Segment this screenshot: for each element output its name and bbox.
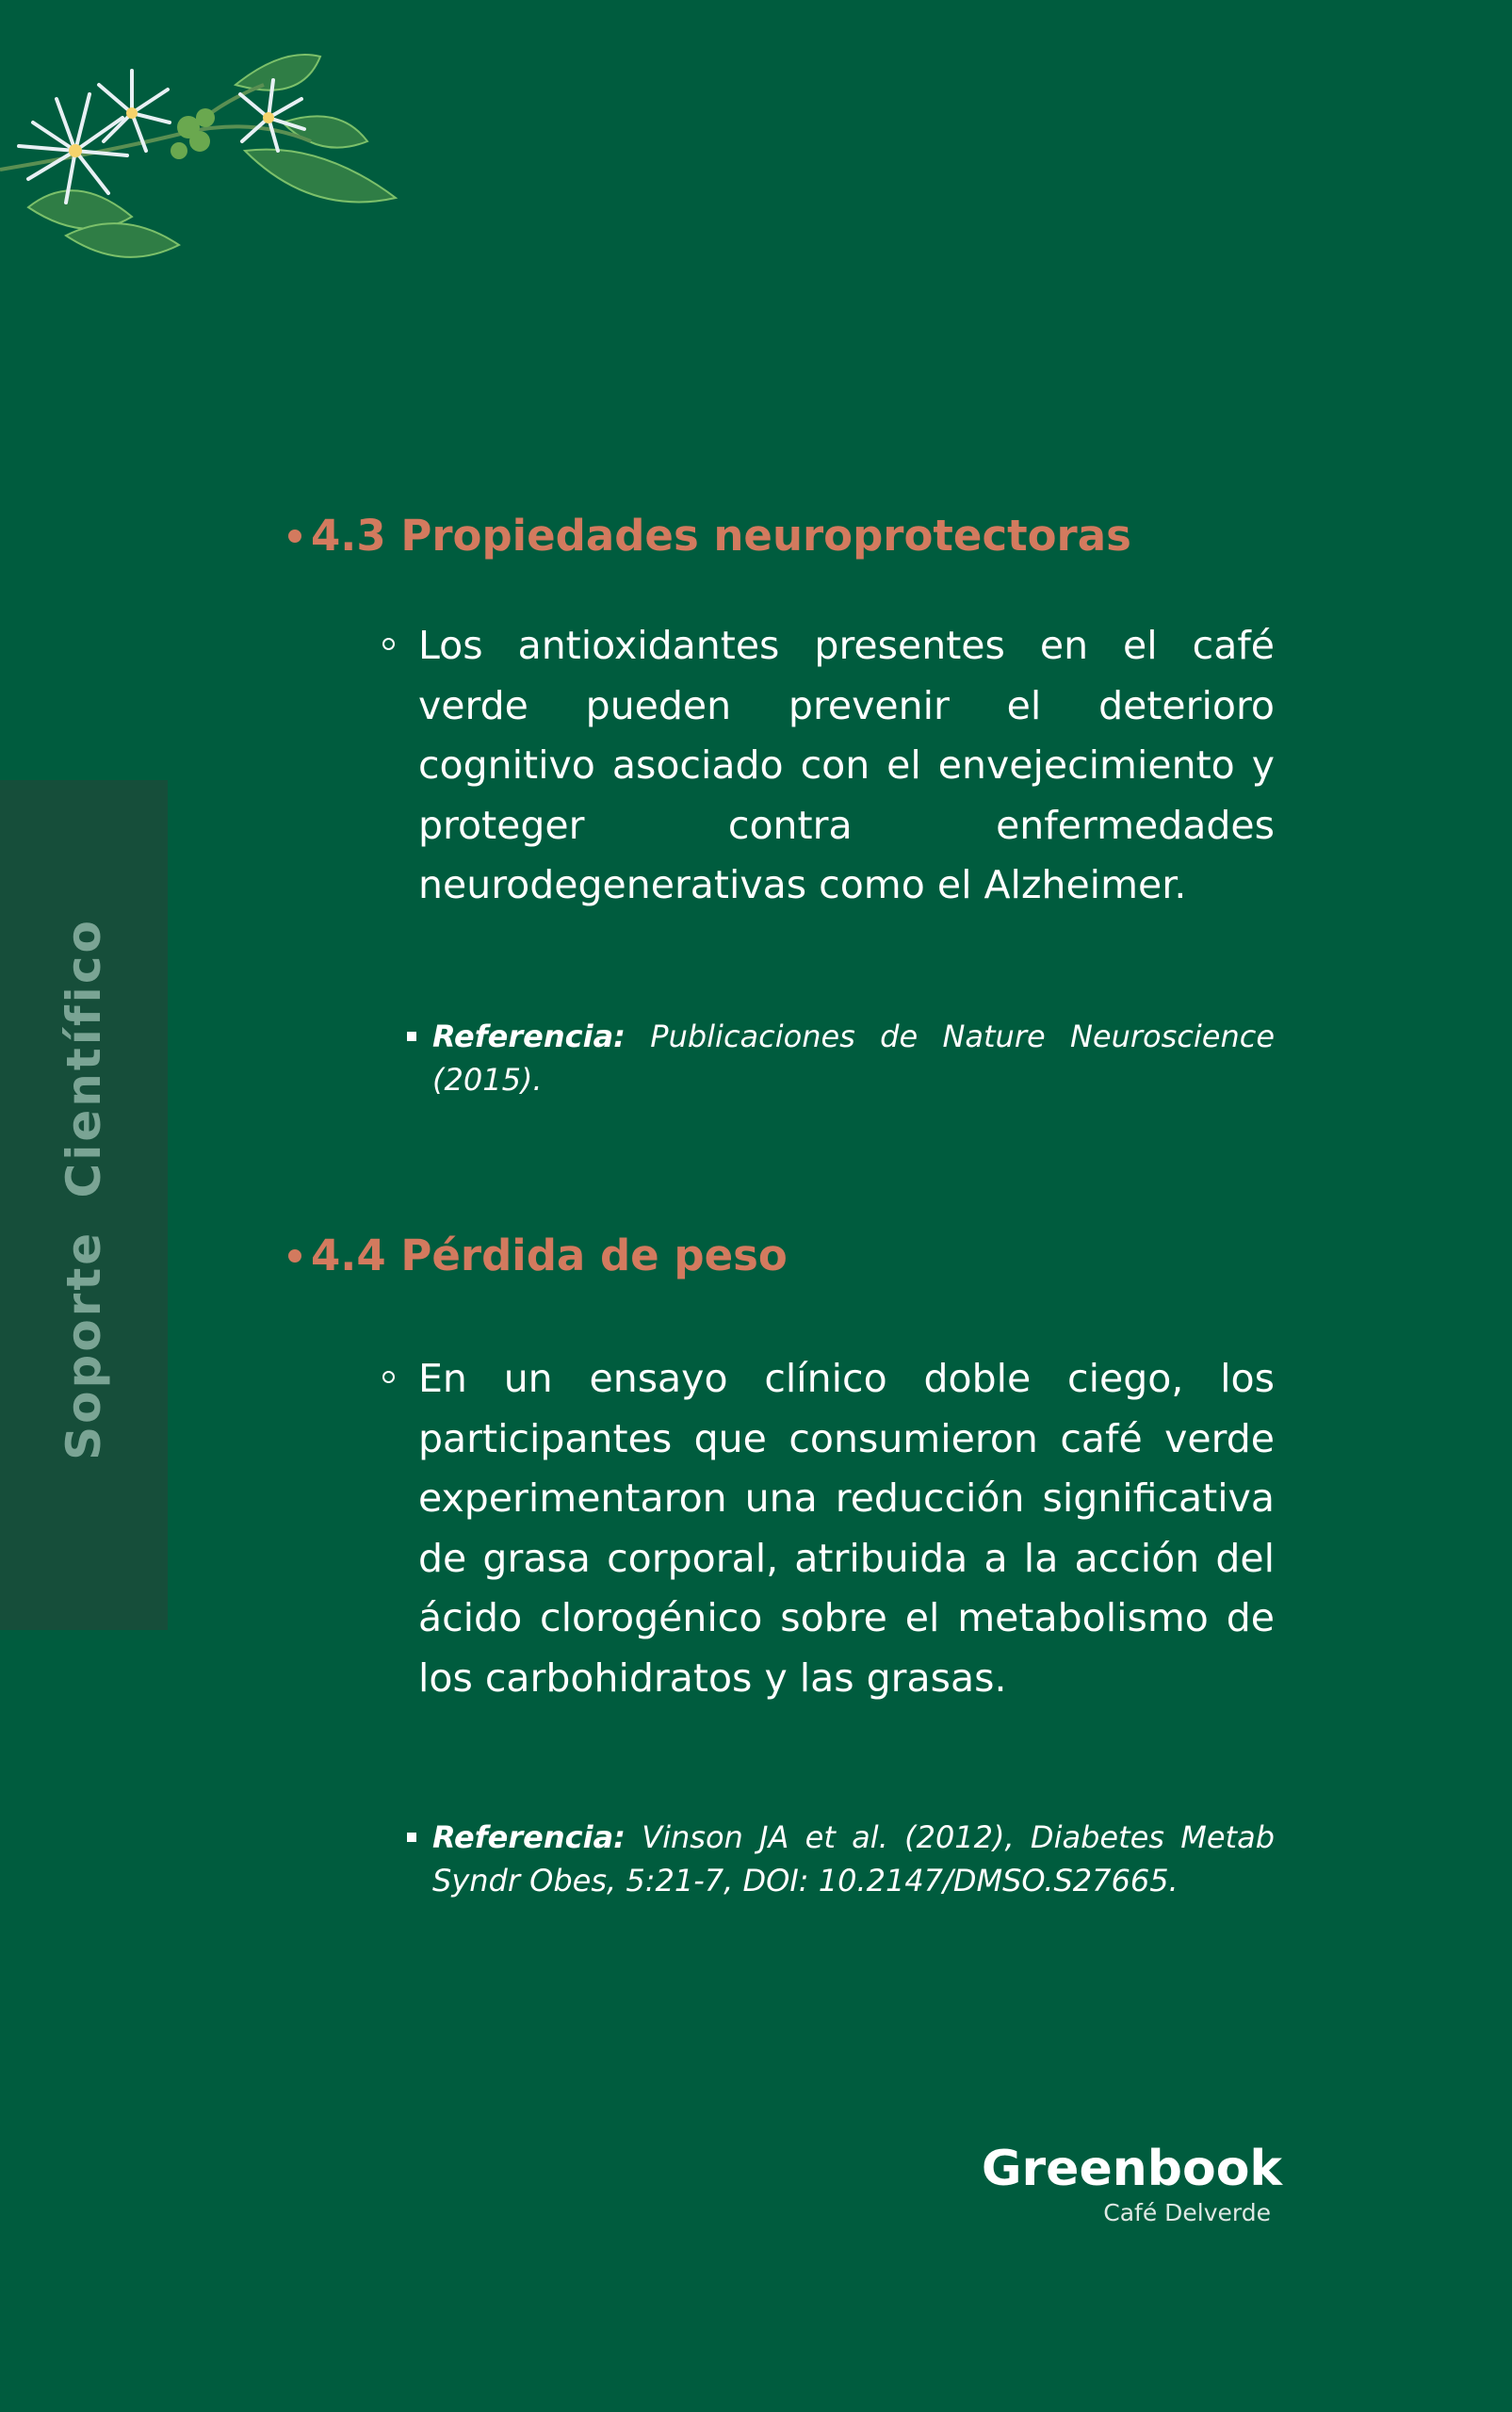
section-title-weight-loss: 4.4 Pérdida de peso [311, 1230, 788, 1280]
reference-label: Referencia: [432, 1819, 626, 1855]
bullet-dot-icon [288, 1249, 301, 1263]
reference-text: Publicaciones de Nature Neuroscience (2015). [432, 1019, 1275, 1098]
section-body: En un ensayo clínico doble ciego, los participantes que consumieron café verde experimentaron una reducción significativa de grasa corporal, atribuida a la acción del ácido clorogénico sobre el metabolismo de los carbohidratos y las grasas. [418, 1349, 1275, 1708]
brand-title: Greenbook [981, 2141, 1282, 2197]
brand-block [982, 2141, 1282, 2226]
bullet-dot-icon [288, 530, 301, 543]
section-title-neuroprotective: 4.3 Propiedades neuroprotectoras [311, 511, 1131, 561]
circle-bullet-icon [382, 638, 395, 650]
brand-subtitle: Café Delverde [1103, 2199, 1271, 2226]
reference [432, 1816, 1275, 1902]
square-bullet-icon [407, 1032, 416, 1041]
square-bullet-icon [407, 1833, 416, 1842]
reference-text: Vinson JA et al. (2012), Diabetes Metab Syndr Obes, 5:21-7, DOI: 10.2147/DMSO.S27665. [432, 1819, 1276, 1899]
flower-branch-icon [0, 28, 415, 283]
reference [432, 1015, 1275, 1101]
circle-bullet-icon [382, 1371, 395, 1383]
reference-label: Referencia: [432, 1019, 626, 1054]
section-body: Los antioxidantes presentes en el café verde pueden prevenir el deterioro cognitivo asociado con el envejecimiento y proteger contra enfermedades neurodegenerativas como el Alzheimer. [418, 616, 1275, 916]
side-tab-label: Soporte Científico [57, 918, 111, 1460]
